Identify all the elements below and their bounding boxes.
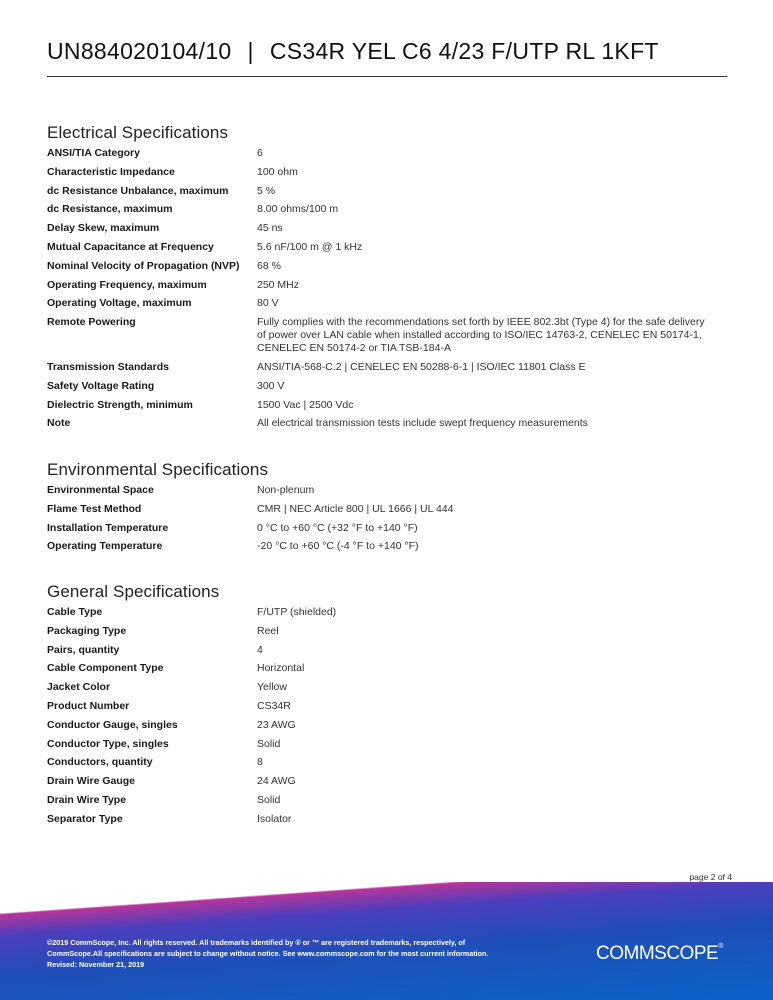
spec-label: Environmental Space xyxy=(47,484,154,496)
spec-row xyxy=(47,279,727,292)
page-number: page 2 of 4 xyxy=(689,872,732,882)
section-title: Electrical Specifications xyxy=(47,123,229,142)
spec-row xyxy=(47,503,727,516)
spec-value: Solid xyxy=(257,737,281,750)
spec-value: Isolator xyxy=(257,812,292,825)
spec-value: 80 V xyxy=(257,297,279,310)
spec-label: dc Resistance Unbalance, maximum xyxy=(47,184,229,197)
document-title xyxy=(47,38,727,65)
spec-row xyxy=(47,644,727,657)
spec-value: CMR | NEC Article 800 | UL 1666 | UL 444 xyxy=(257,502,454,515)
header-divider xyxy=(47,76,727,77)
product-description: CS34R YEL C6 4/23 F/UTP RL 1KFT xyxy=(269,38,659,64)
spec-value: 5 % xyxy=(257,184,276,197)
spec-value: 23 AWG xyxy=(257,718,296,731)
environmental-specifications-section xyxy=(47,460,727,559)
spec-row xyxy=(47,681,727,694)
spec-row xyxy=(47,147,727,160)
spec-row xyxy=(47,417,727,430)
spec-label: Note xyxy=(47,417,71,430)
spec-value: 24 AWG xyxy=(257,775,296,788)
spec-label: Cable Component Type xyxy=(47,662,164,675)
spec-value: 6 xyxy=(257,147,263,159)
spec-label: Delay Skew, maximum xyxy=(47,222,160,235)
spec-label: dc Resistance, maximum xyxy=(47,203,173,216)
spec-value: 4 xyxy=(257,643,263,656)
section-title: Environmental Specifications xyxy=(47,460,269,479)
section-title: General Specifications xyxy=(47,582,220,601)
spec-row xyxy=(47,166,727,179)
spec-row xyxy=(47,775,727,788)
spec-label: Safety Voltage Rating xyxy=(47,379,155,392)
spec-value: Non-plenum xyxy=(257,484,315,496)
spec-row xyxy=(47,522,727,535)
spec-value: 0 °C to +60 °C (+32 °F to +140 °F) xyxy=(257,521,418,534)
spec-value: 5.6 nF/100 m @ 1 kHz xyxy=(257,240,363,253)
spec-row xyxy=(47,260,727,273)
spec-row xyxy=(47,662,727,675)
spec-value: Yellow xyxy=(257,681,287,694)
spec-value: 8.00 ohms/100 m xyxy=(257,203,339,216)
spec-label: Operating Voltage, maximum xyxy=(47,297,192,310)
spec-value: 100 ohm xyxy=(257,165,298,178)
spec-value: 1500 Vac | 2500 Vdc xyxy=(257,398,354,411)
spec-value: 300 V xyxy=(257,379,285,392)
spec-label: Cable Type xyxy=(47,606,103,618)
spec-label: Transmission Standards xyxy=(47,360,169,373)
spec-label: Drain Wire Gauge xyxy=(47,775,136,788)
spec-row xyxy=(47,222,727,235)
spec-value: 250 MHz xyxy=(257,278,300,291)
spec-row xyxy=(47,700,727,713)
spec-label: Jacket Color xyxy=(47,681,111,694)
spec-value: Solid xyxy=(257,793,281,806)
spec-label: Separator Type xyxy=(47,812,123,825)
spec-label: Characteristic Impedance xyxy=(47,165,175,178)
spec-value: Fully complies with the recommendations set forth by IEEE 802.3bt (Type 4) for the safe delivery of power over LAN cable when installed according to ISO/IEC 14763-2, CENELEC EN 50174-1, CENELEC EN 50174-2 or TIA TSB-184-A xyxy=(257,316,705,355)
commscope-logo xyxy=(596,943,723,965)
spec-value: Reel xyxy=(257,624,279,637)
footer-legal-text: ©2019 CommScope, Inc. All rights reserved. All trademarks identified by ® or ™ are registered trademarks, respectively, of CommScope.All specifications are subject to change without notice. See www.commscope.com for the most current information. Revised: November 21, 2019 xyxy=(47,938,489,969)
spec-row xyxy=(47,719,727,732)
spec-label: Nominal Velocity of Propagation (NVP) xyxy=(47,259,240,272)
spec-row xyxy=(47,625,727,638)
spec-label: Conductor Gauge, singles xyxy=(47,718,178,731)
title-separator: | xyxy=(247,38,254,64)
spec-label: Operating Temperature xyxy=(47,540,163,553)
spec-label: Dielectric Strength, minimum xyxy=(47,398,193,411)
spec-row xyxy=(47,203,727,216)
spec-value: Horizontal xyxy=(257,662,305,675)
electrical-specifications-section xyxy=(47,123,727,436)
spec-row xyxy=(47,316,727,355)
spec-row xyxy=(47,606,727,619)
part-number: UN884020104/10 xyxy=(47,38,232,64)
spec-row xyxy=(47,380,727,393)
spec-row xyxy=(47,185,727,198)
spec-value: All electrical transmission tests include swept frequency measurements xyxy=(257,417,588,430)
spec-value: ANSI/TIA-568-C.2 | CENELEC EN 50288-6-1 | ISO/IEC 11801 Class E xyxy=(257,360,586,373)
spec-row xyxy=(47,241,727,254)
spec-row xyxy=(47,399,727,412)
spec-label: Remote Powering xyxy=(47,316,136,329)
spec-label: Conductors, quantity xyxy=(47,756,153,769)
spec-value: 8 xyxy=(257,756,263,769)
logo-registered-mark: ® xyxy=(718,943,723,950)
spec-label: Pairs, quantity xyxy=(47,643,120,656)
spec-row xyxy=(47,756,727,769)
spec-label: Drain Wire Type xyxy=(47,793,127,806)
spec-value: 68 % xyxy=(257,259,281,272)
spec-row xyxy=(47,540,727,553)
spec-row xyxy=(47,813,727,826)
spec-label: Operating Frequency, maximum xyxy=(47,278,207,291)
general-specifications-section xyxy=(47,582,727,832)
spec-label: ANSI/TIA Category xyxy=(47,147,140,159)
spec-label: Packaging Type xyxy=(47,624,127,637)
logo-text: COMMSCOPE xyxy=(596,943,719,964)
spec-label: Mutual Capacitance at Frequency xyxy=(47,240,214,253)
spec-row xyxy=(47,361,727,374)
spec-value: 45 ns xyxy=(257,222,283,235)
spec-row xyxy=(47,297,727,310)
spec-label: Flame Test Method xyxy=(47,502,142,515)
spec-value: -20 °C to +60 °C (-4 °F to +140 °F) xyxy=(257,540,419,553)
spec-label: Product Number xyxy=(47,699,130,712)
spec-label: Conductor Type, singles xyxy=(47,737,169,750)
spec-label: Installation Temperature xyxy=(47,521,169,534)
spec-row xyxy=(47,794,727,807)
spec-value: CS34R xyxy=(257,699,291,712)
spec-value: F/UTP (shielded) xyxy=(257,606,337,618)
spec-row xyxy=(47,484,727,497)
spec-row xyxy=(47,738,727,751)
